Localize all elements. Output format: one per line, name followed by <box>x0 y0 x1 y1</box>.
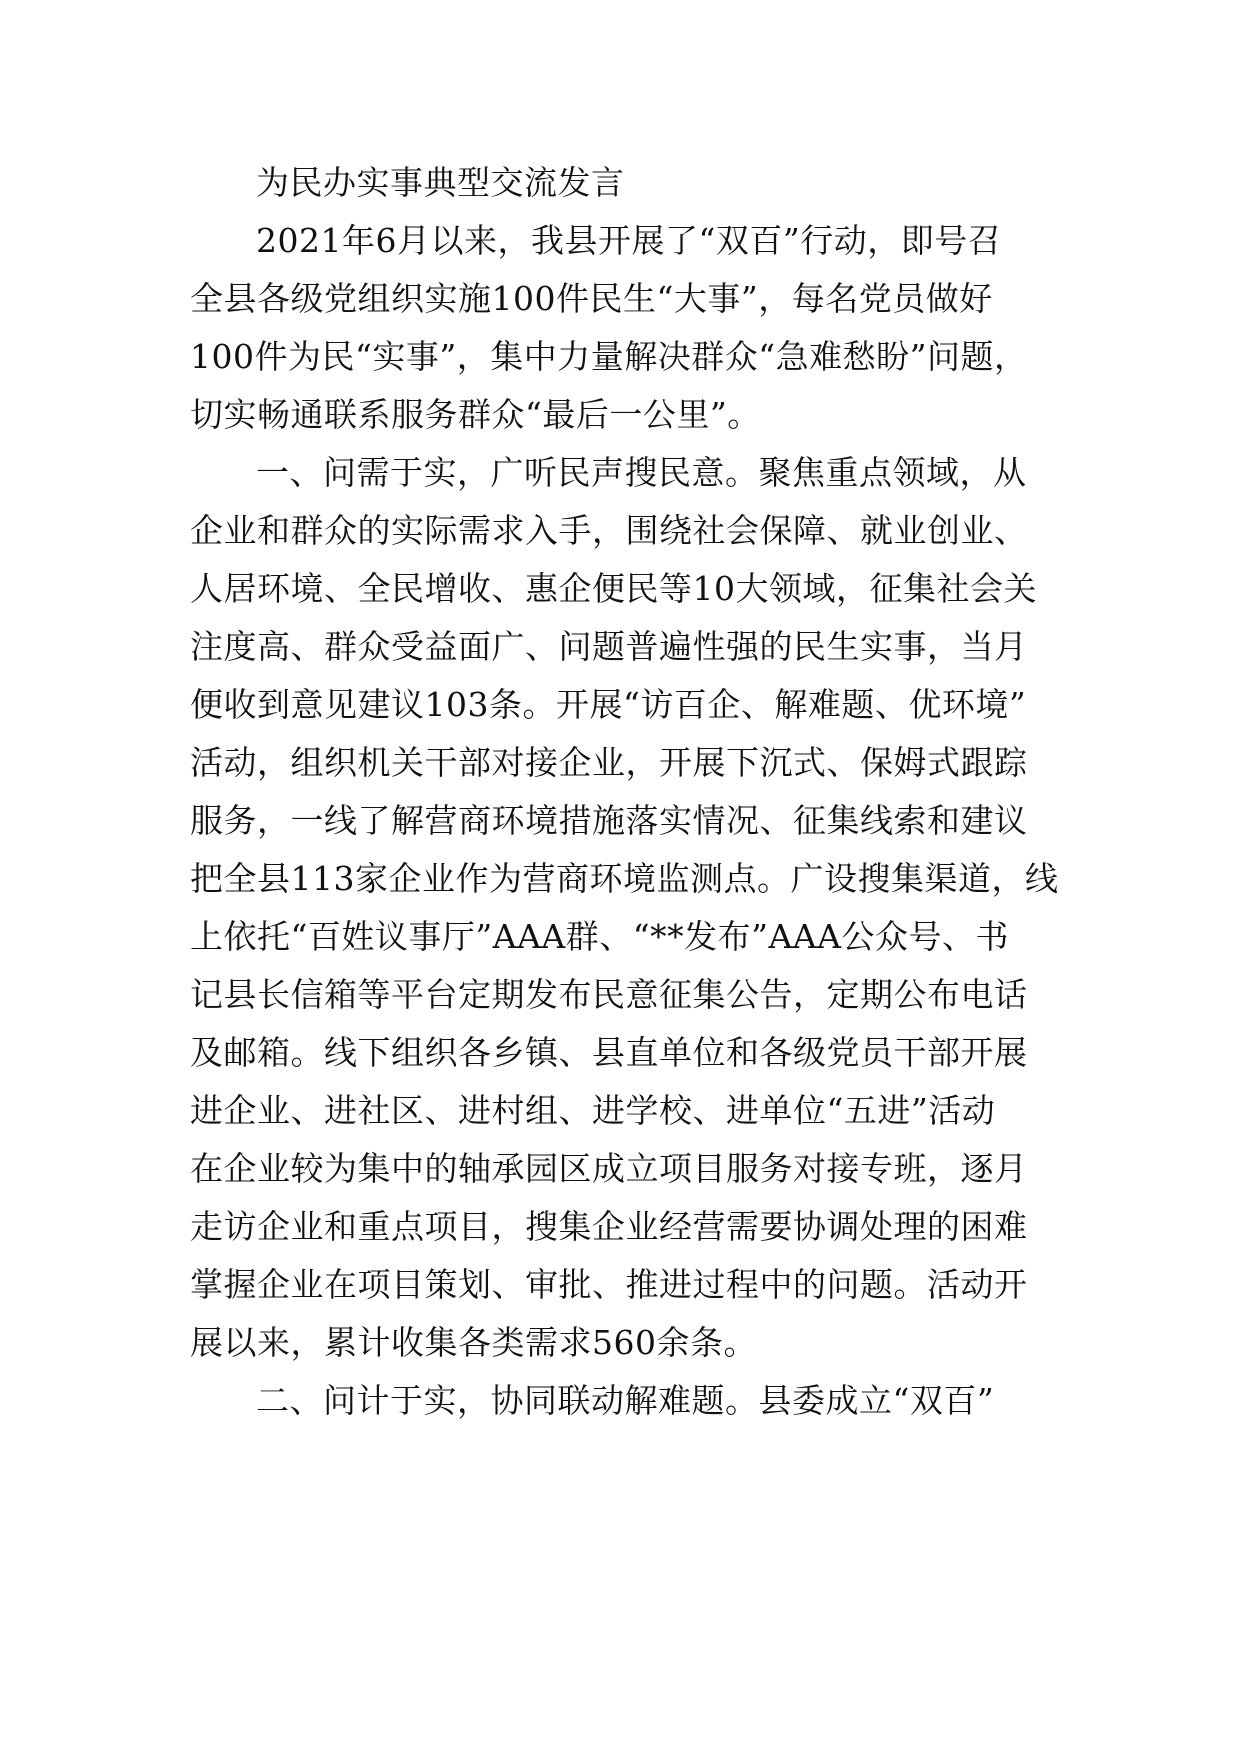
paragraph-line: 掌握企业在项目策划、审批、推进过程中的问题。活动开 <box>190 1265 1028 1304</box>
paragraph-line: 走访企业和重点项目，搜集企业经营需要协调处理的困难 <box>190 1207 1028 1246</box>
paragraph-line: 企业和群众的实际需求入手，围绕社会保障、就业创业、 <box>190 511 1028 550</box>
paragraph-line: 便收到意见建议103条。开展“访百企、解难题、优环境” <box>190 685 1027 724</box>
paragraph-line: 人居环境、全民增收、惠企便民等10大领域，征集社会关 <box>190 569 1037 608</box>
paragraph-line: 记县长信箱等平台定期发布民意征集公告，定期公布电话 <box>190 975 1028 1014</box>
paragraph-line: 注度高、群众受益面广、问题普遍性强的民生实事，当月 <box>190 627 1028 666</box>
paragraph-line: 活动，组织机关干部对接企业，开展下沉式、保姆式跟踪 <box>190 743 1028 782</box>
paragraph-line: 全县各级党组织实施100件民生“大事”，每名党员做好 <box>190 279 993 318</box>
paragraph-line: 及邮箱。线下组织各乡镇、县直单位和各级党员干部开展 <box>190 1033 1028 1072</box>
paragraph-line: 在企业较为集中的轴承园区成立项目服务对接专班，逐月 <box>190 1149 1028 1188</box>
paragraph-line: 进企业、进社区、进村组、进学校、进单位“五进”活动 <box>190 1091 996 1130</box>
paragraph-line: 上依托“百姓议事厅”AAA群、“**发布”AAA公众号、书 <box>190 917 1009 956</box>
paragraph-line: 展以来，累计收集各类需求560余条。 <box>190 1323 757 1362</box>
paragraph-line: 把全县113家企业作为营商环境监测点。广设搜集渠道，线 <box>190 859 1059 898</box>
paragraph-line: 100件为民“实事”，集中力量解决群众“急难愁盼”问题， <box>190 337 1028 376</box>
paragraph-line: 一、问需于实，广听民声搜民意。聚焦重点领域，从 <box>256 453 1027 492</box>
paragraph-line: 服务，一线了解营商环境措施落实情况、征集线索和建议 <box>190 801 1028 840</box>
paragraph-line: 2021年6月以来，我县开展了“双百”行动，即号召 <box>256 221 1002 260</box>
paragraph-line: 二、问计于实，协同联动解难题。县委成立“双百” <box>256 1381 995 1420</box>
paragraph-line: 切实畅通联系服务群众“最后一公里”。 <box>190 395 761 434</box>
document-title: 为民办实事典型交流发言 <box>256 163 625 202</box>
